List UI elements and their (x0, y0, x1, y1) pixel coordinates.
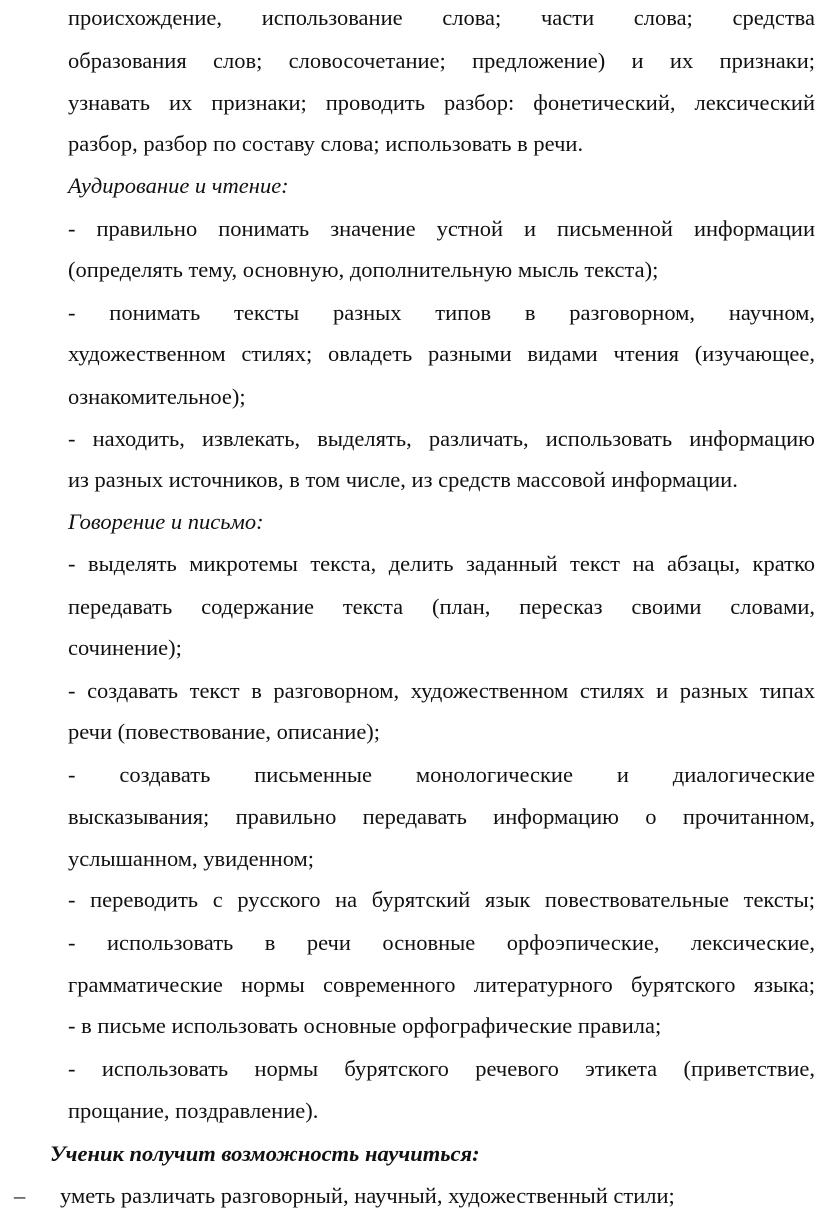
text-line-8: - понимать тексты разных типов в разговорном, научном, (68, 300, 815, 325)
section-heading-listening: Аудирование и чтение: (68, 173, 289, 198)
text-line-26: - использовать нормы бурятского речевого этикета (приветствие, (68, 1056, 815, 1081)
text-line-7: (определять тему, основную, дополнительную мысль текста); (68, 257, 659, 282)
section-heading-speaking: Говорение и письмо: (68, 509, 264, 534)
text-line-21: услышанном, увиденном; (68, 846, 315, 871)
text-line-11: - находить, извлекать, выделять, различать, использовать информацию (68, 426, 815, 451)
text-line-18: речи (повествование, описание); (68, 719, 381, 744)
text-line-15: передавать содержание текста (план, пересказ своими словами, (68, 594, 815, 619)
text-line-17: - создавать текст в разговорном, художественном стилях и разных типах (68, 678, 815, 703)
text-line-19: - создавать письменные монологические и диалогические (68, 762, 815, 787)
text-line-3: узнавать их признаки; проводить разбор: фонетический, лексический (68, 90, 815, 115)
text-line-10: ознакомительное); (68, 384, 246, 409)
text-line-4: разбор, разбор по составу слова; использовать в речи. (68, 131, 584, 156)
text-line-1: происхождение, использование слова; части слова; средства (68, 5, 815, 30)
subtitle-opportunity: Ученик получит возможность научиться: (50, 1141, 480, 1166)
text-line-27: прощание, поздравление). (68, 1098, 319, 1123)
list-dash: – (14, 1183, 26, 1208)
text-line-24: грамматические нормы современного литературного бурятского языка; (68, 972, 815, 997)
text-line-14: - выделять микротемы текста, делить заданный текст на абзацы, кратко (68, 551, 815, 576)
text-line-9: художественном стилях; овладеть разными видами чтения (изучающее, (68, 341, 815, 366)
text-line-6: - правильно понимать значение устной и письменной информации (68, 216, 815, 241)
text-line-20: высказывания; правильно передавать информацию о прочитанном, (68, 804, 815, 829)
text-line-2: образования слов; словосочетание; предложение) и их признаки; (68, 48, 815, 73)
text-line-16: сочинение); (68, 635, 182, 660)
text-line-25: - в письме использовать основные орфографические правила; (68, 1013, 662, 1038)
text-line-22: - переводить с русского на бурятский язык повествовательные тексты; (68, 887, 815, 912)
text-line-23: - использовать в речи основные орфоэпические, лексические, (68, 930, 815, 955)
list-item-text: уметь различать разговорный, научный, художественный стили; (60, 1183, 675, 1208)
text-line-12: из разных источников, в том числе, из средств массовой информации. (68, 467, 738, 492)
list-item-styles (14, 1182, 675, 1210)
